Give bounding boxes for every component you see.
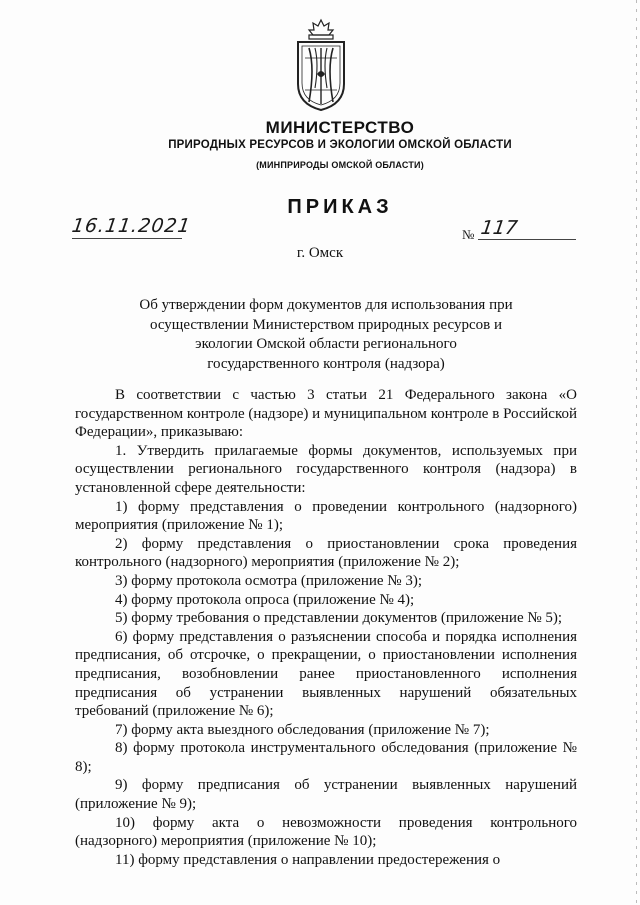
body-paragraph: В соответствии с частью 3 статьи 21 Федерального закона «О государственном контроле (надзоре) и муниципальном контроле в Российской Федерации», приказываю: [75,387,577,441]
list-item: 3) форму протокола осмотра (приложение № 3); [115,572,423,589]
document-city: г. Омск [296,245,344,261]
body-paragraph: 1. Утвердить прилагаемые формы документов, используемых при осуществлении регионального государственного контроля (надзора) в установленной сфере деятельности: [75,442,577,496]
list-item: 5) форму требования о представлении документов (приложение № 5); [115,610,563,627]
document-number: 117 [479,217,519,239]
number-label: № [462,227,475,242]
list-item: 8) форму протокола инструментального обследования (приложение № 8); [75,740,577,775]
title-line: государственного контроля (надзора) [207,355,445,372]
document-body [75,386,577,869]
list-item: 6) форму представления о разъяснении способа и порядка исполнения предписания, об отсрочке, о прекращении, о приостановлении исполнения предписания, возобновлении ранее приостановленного исполнения предписания об устранении выявленных нарушений обязательных требований (приложение № 6); [75,628,577,720]
ministry-title: МИНИСТЕРСТВО [265,118,415,137]
list-item: 7) форму акта выездного обследования (приложение № 7); [115,721,490,738]
scan-edge [636,0,637,905]
document-type: ПРИКАЗ [287,196,393,218]
title-line: Об утверждении форм документов для использования при [139,297,513,313]
list-item: 1) форму представления о проведении контрольного (надзорного) мероприятия (приложение № 1); [75,498,577,534]
list-item: 2) форму представления о приостановлении срока проведения контрольного (надзорного) мероприятия (приложение № 2); [75,535,577,571]
coat-of-arms-icon [295,18,347,112]
list-item: 10) форму акта о невозможности проведения контрольного (надзорного) мероприятия (приложение № 10); [75,814,577,850]
number-underline [478,239,576,240]
list-item: 9) форму предписания об устранении выявленных нарушений (приложение № 9); [75,777,577,813]
document-title [120,296,532,374]
list-item: 4) форму протокола опроса (приложение № 4); [115,591,415,608]
title-line: осуществлении Министерством природных ресурсов и [149,316,503,333]
ministry-full-name: ПРИРОДНЫХ РЕСУРСОВ И ЭКОЛОГИИ ОМСКОЙ ОБЛАСТИ [168,139,512,151]
list-item: 11) форму представления о направлении предостережения о [115,851,501,868]
date-underline [72,238,182,239]
title-line: экологии Омской области регионального [195,336,457,352]
document-date: 16.11.2021 [70,215,193,237]
ministry-short-name: (МИНПРИРОДЫ ОМСКОЙ ОБЛАСТИ) [256,160,424,170]
